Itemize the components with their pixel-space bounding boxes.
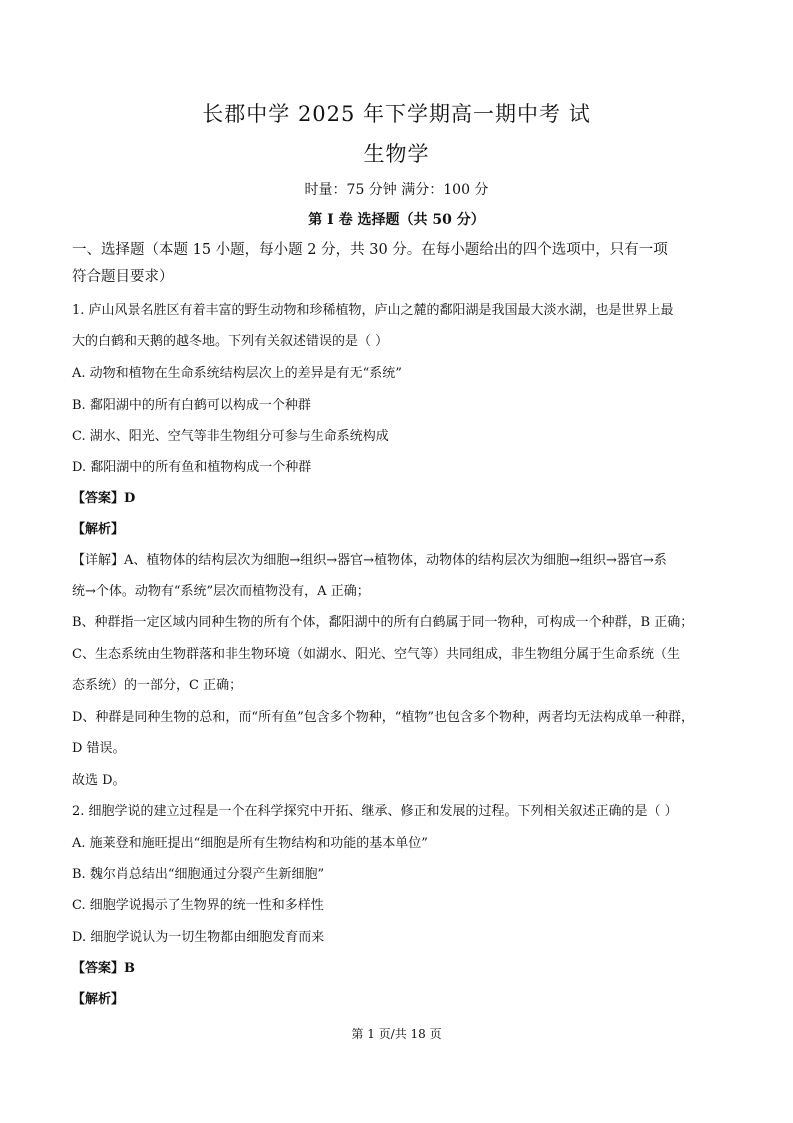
q1-stem: 1. 庐山风景名胜区有着丰富的野生动物和珍稀植物，庐山之麓的鄱阳湖是我国最大淡水湖，也是世界上最: [72, 303, 674, 318]
q2-option-c: C. 细胞学说揭示了生物界的统一性和多样性: [72, 898, 324, 913]
q1-explanation-7: D 错误。: [72, 741, 126, 756]
q2-option-d: D. 细胞学说认为一切生物都由细胞发育而来: [72, 930, 325, 945]
q1-analysis-label: 【解析】: [72, 522, 125, 537]
q1-stem-cont: 大的白鹤和天鹅的越冬地。下列有关叙述错误的是（ ）: [72, 334, 389, 349]
subject-title: 生物学: [363, 142, 430, 166]
q1-option-a: A. 动物和植物在生命系统结构层次上的差异是有无“系统”: [72, 366, 402, 381]
part-heading: 第 I 卷 选择题（共 50 分）: [308, 212, 485, 228]
section-instructions: 一、选择题（本题 15 小题，每小题 2 分，共 30 分。在每小题给出的四个选项中，只有一项: [72, 242, 668, 258]
q1-option-b: B. 鄱阳湖中的所有白鹤可以构成一个种群: [72, 398, 311, 413]
q1-explanation-1: 【详解】A、植物体的结构层次为细胞→组织→器官→植物体，动物体的结构层次为细胞→组织→器官→系: [72, 553, 667, 568]
q2-option-b: B. 魏尔肖总结出“细胞通过分裂产生新细胞”: [72, 867, 325, 882]
q1-explanation-3: B、种群指一定区域内同种生物的所有个体，鄱阳湖中的所有白鹤属于同一物种，可构成一个种群，B 正确；: [72, 615, 694, 630]
section-instructions-cont: 符合题目要求）: [72, 269, 174, 285]
exam-meta: 时量：75 分钟 满分：100 分: [304, 182, 489, 198]
q2-stem: 2. 细胞学说的建立过程是一个在科学探究中开拓、继承、修正和发展的过程。下列相关叙述正确的是（ ）: [72, 804, 678, 819]
q2-answer: 【答案】B: [72, 961, 135, 976]
page-number: 第 1 页/共 18 页: [351, 1027, 442, 1041]
q1-conclusion: 故选 D。: [72, 773, 126, 788]
q1-answer: 【答案】D: [72, 491, 136, 506]
q1-explanation-6: D、种群是同种生物的总和，而“所有鱼”包含多个物种，“植物”也包含多个物种，两者均无法构成单一种群，: [72, 710, 695, 725]
q1-explanation-4: C、生态系统由生物群落和非生物环境（如湖水、阳光、空气等）共同组成，非生物组分属于生命系统（生: [72, 647, 680, 662]
q2-option-a: A. 施莱登和施旺提出“细胞是所有生物结构和功能的基本单位”: [72, 836, 428, 851]
q1-explanation-2: 统→个体。动物有“系统”层次而植物没有，A 正确；: [72, 584, 370, 599]
q1-explanation-5: 态系统）的一部分，C 正确；: [72, 678, 243, 693]
q2-analysis-label: 【解析】: [72, 992, 125, 1007]
q1-option-c: C. 湖水、阳光、空气等非生物组分可参与生命系统构成: [72, 429, 389, 444]
q1-option-d: D. 鄱阳湖中的所有鱼和植物构成一个种群: [72, 460, 312, 475]
exam-title: 长郡中学 2025 年下学期高一期中考 试: [202, 102, 591, 126]
